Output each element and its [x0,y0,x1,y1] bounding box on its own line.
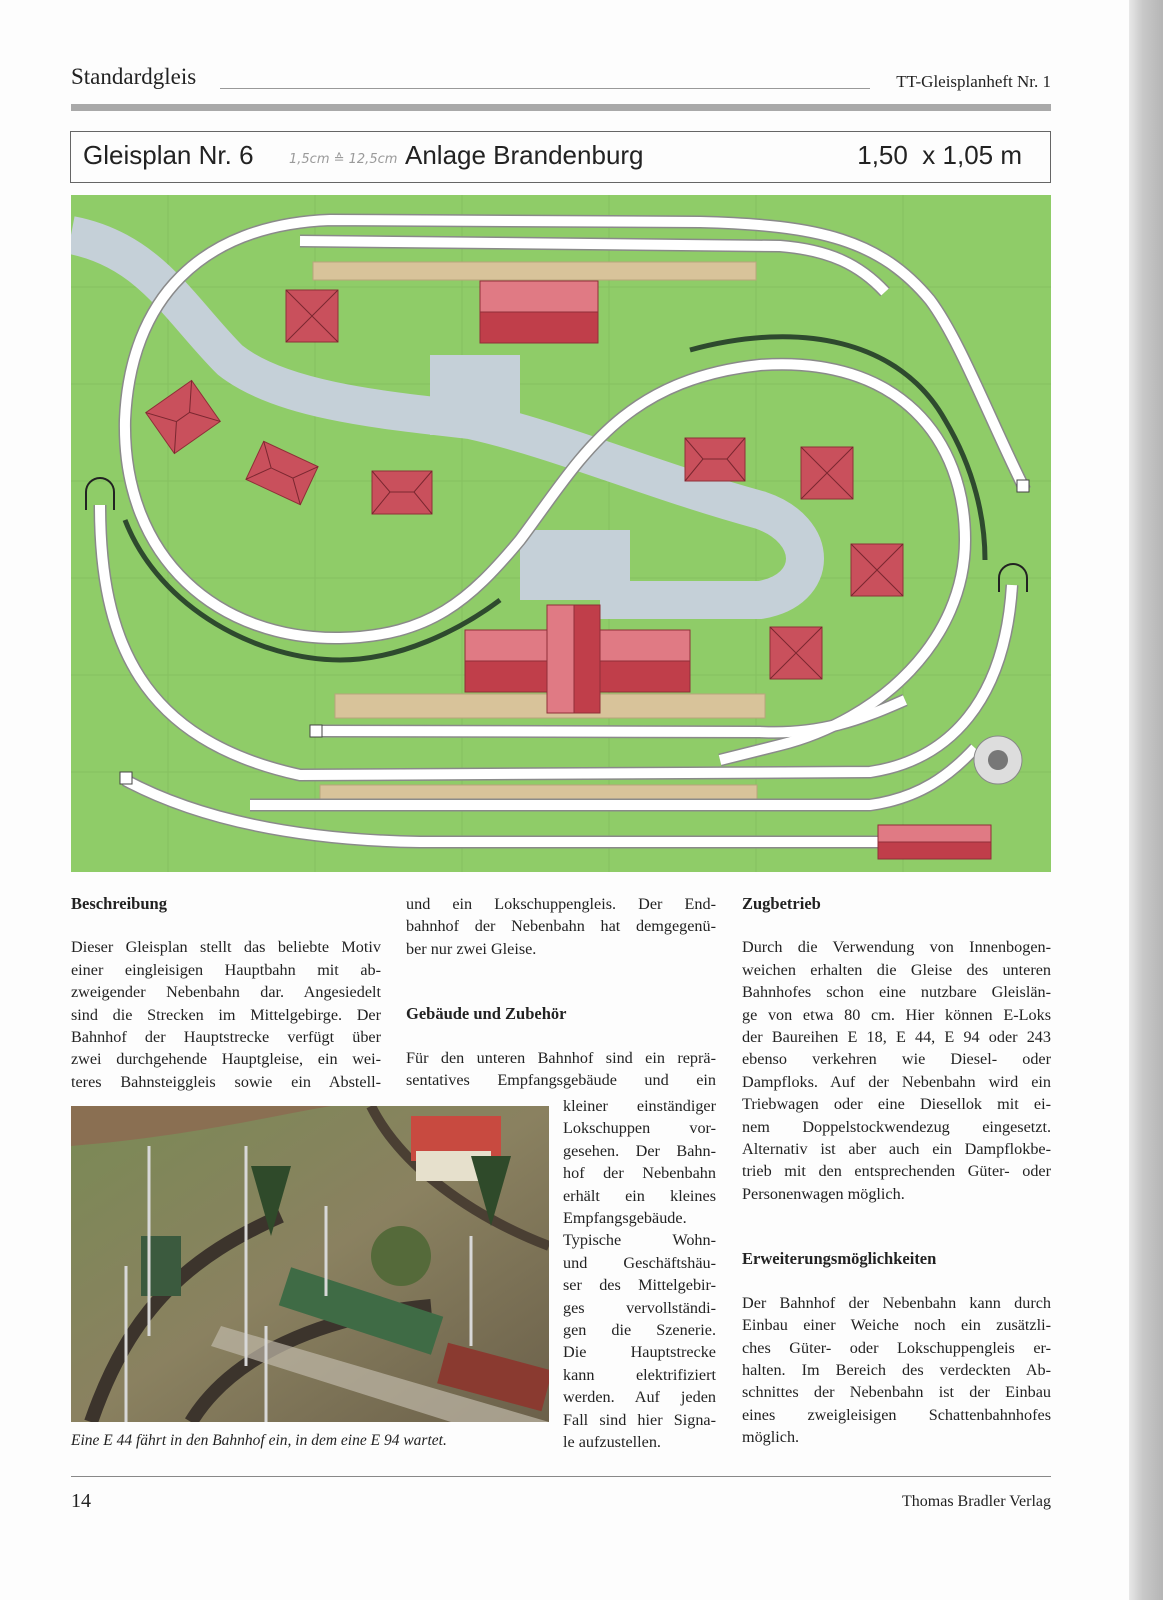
text-line: zweigender Nebenbahn dar. Angesiedelt [71,983,381,1002]
text-line: Personenwagen möglich. [742,1184,905,1203]
pencil-scale-note: 1,5cm ≙ 12,5cm [289,152,398,167]
building [480,281,598,343]
building [685,438,745,481]
text-line: werden. Auf jeden [563,1388,716,1407]
text-line: ebenso verkehren wie Diesel- oder [742,1050,1051,1069]
text-line: ser des Mittelgebir- [563,1276,716,1295]
text-line: Der Bahnhof der Nebenbahn kann durch [742,1293,1051,1312]
layout-dimensions: 1,50 x 1,05 m [857,140,1022,170]
column-buildings-narrow [563,1095,716,1454]
text-line: Bahnhof der Hauptstrecke verfügt über [71,1028,381,1047]
text-line: gen die Szenerie. [563,1321,716,1340]
text-line: nem Doppelstockwendezug eingesetzt. [742,1117,1051,1136]
track-plan [71,195,1051,872]
text-line: und ein Lokschuppengleis. Der End- [406,895,716,913]
text-line: gesehen. Der Bahn- [563,1141,716,1160]
text-line: Die Hauptstrecke [563,1343,716,1362]
building [878,825,991,859]
scan-edge-shadow [1129,0,1163,1600]
page-number: 14 [71,1490,91,1512]
text-line: Für den unteren Bahnhof sind ein reprä- [406,1048,716,1067]
text-line: Durch die Verwendung von Innenbogen- [742,938,1051,957]
header-rule [220,88,870,89]
running-header-publication: TT-Gleisplanheft Nr. 1 [896,72,1051,91]
column-description [71,893,381,1093]
turntable-icon [974,736,1022,784]
text-line: Dieser Gleisplan stellt das beliebte Motiv [71,938,381,957]
text-line: Lokschuppen vor- [563,1119,716,1138]
building [801,447,853,499]
heading-zugbetrieb: Zugbetrieb [742,894,821,913]
building [372,471,432,514]
text-line: ge von etwa 80 cm. Hier können E-Loks [742,1005,1051,1024]
text-line: weichen erhalten die Gleise des unteren [742,960,1051,979]
text-line: möglich. [742,1428,800,1447]
text-line: kleiner einständiger [563,1097,716,1115]
photo-caption: Eine E 44 fährt in den Bahnhof ein, in dem eine E 94 wartet. [71,1432,447,1449]
header-bar [71,104,1051,111]
layout-name: Anlage Brandenburg [405,140,644,170]
building [851,544,903,596]
platform [313,262,756,280]
footer-rule [71,1476,1051,1477]
text-line: Alternativ ist aber auch ein Dampflokbe- [742,1140,1051,1159]
text-line: hof der Nebenbahn [563,1164,716,1183]
column-operation [742,893,1051,1449]
heading-erweiterung: Erweiterungsmöglichkeiten [742,1249,937,1269]
text-line: Triebwagen oder eine Diesellok mit ei- [742,1095,1051,1114]
plan-title-box [70,131,1051,183]
text-line: Empfangsgebäude. [563,1209,687,1228]
text-line: halten. Im Bereich des verdeckten Ab- [742,1360,1051,1379]
building [286,290,338,342]
plan-number: Gleisplan Nr. 6 [83,140,254,170]
text-line: kann elektrifiziert [563,1365,716,1384]
text-line: teres Bahnsteiggleis sowie ein Abstell- [71,1072,381,1091]
text-line: zwei durchgehende Hauptgleise, ein wei- [71,1050,381,1069]
text-line: und Geschäftshäu- [563,1253,716,1272]
publisher: Thomas Bradler Verlag [902,1493,1051,1510]
building [770,627,822,679]
text-line: eines zweigleisigen Schattenbahnhofes [742,1405,1051,1424]
column-buildings [406,893,716,1091]
text-line: bahnhof der Nebenbahn hat demgegenü- [406,917,716,936]
text-line: ges vervollständi- [563,1298,716,1317]
text-line: sentatives Empfangsgebäude und ein [406,1071,716,1090]
heading-beschreibung: Beschreibung [71,894,167,913]
text-line: sind die Strecken im Mittelgebirge. Der [71,1005,381,1024]
text-line: schnittes der Nebenbahn ist der Einbau [742,1383,1051,1402]
model-railway-photo [71,1106,549,1422]
text-line: trieb mit den entsprechenden Güter- oder [742,1162,1051,1181]
text-line: Typische Wohn- [563,1231,716,1250]
text-line: ber nur zwei Gleise. [406,939,537,958]
text-line: der Baureihen E 18, E 44, E 94 oder 243 [742,1028,1051,1047]
running-header-section: Standardgleis [71,64,197,89]
text-line: ches Güter- oder Lokschuppengleis er- [742,1338,1051,1357]
text-line: Fall sind hier Signa- [563,1410,716,1429]
text-line: le aufzustellen. [563,1433,661,1452]
text-line: Dampfloks. Auf der Nebenbahn wird ein [742,1072,1051,1091]
text-line: erhält ein kleines [563,1186,716,1205]
heading-gebaeude: Gebäude und Zubehör [406,1004,567,1024]
text-line: Einbau einer Weiche noch ein zusätzli- [742,1316,1051,1335]
text-line: einer eingleisigen Hauptbahn mit ab- [71,960,381,979]
text-line: Bahnhofes schon eine nutzbare Gleislän- [742,983,1051,1002]
